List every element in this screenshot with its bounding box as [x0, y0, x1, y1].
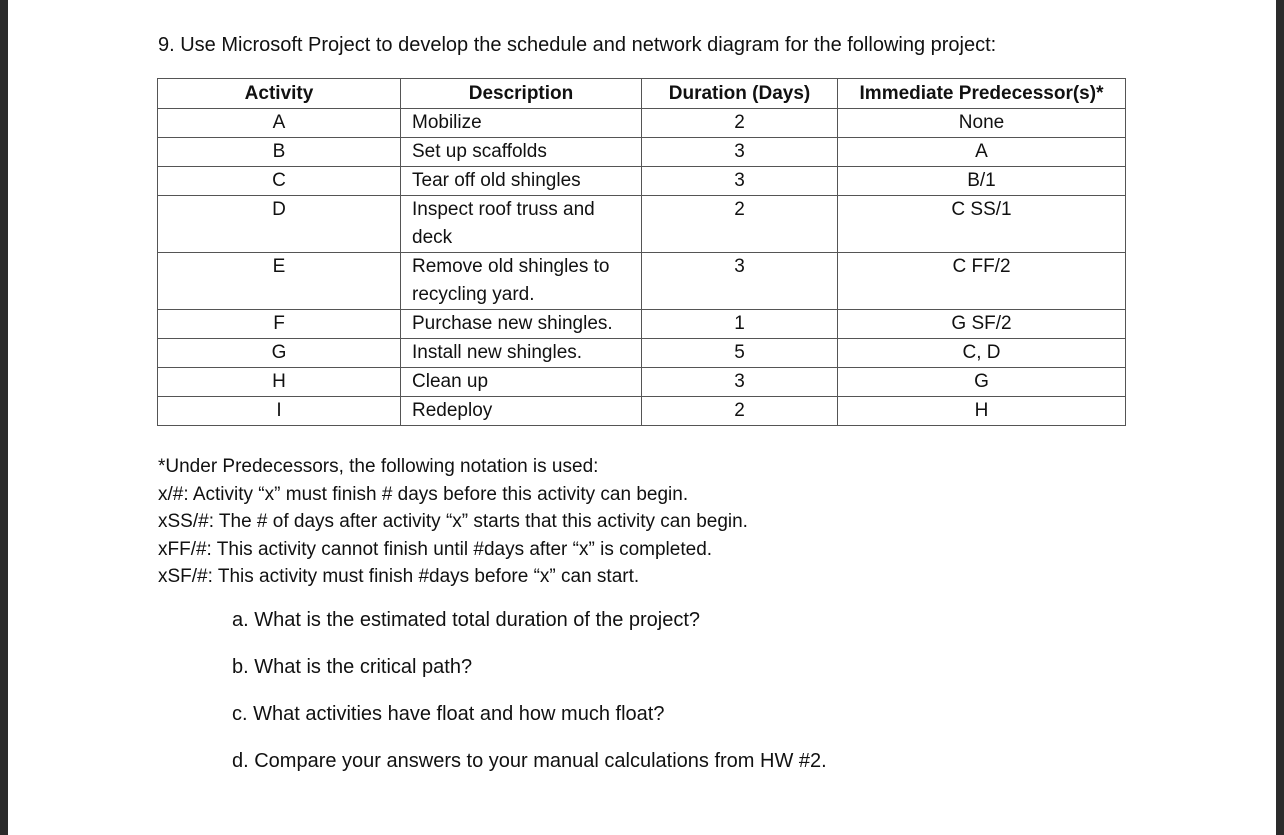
predecessor-cell: C FF/2	[838, 253, 1126, 310]
question-item: a. What is the estimated total duration of the project?	[232, 609, 701, 631]
duration-cell: 3	[642, 167, 838, 196]
note-line: xSF/#: This activity must finish #days before “x” can start.	[158, 566, 640, 587]
description-line: Remove old shingles to	[412, 256, 610, 277]
predecessor-cell: G SF/2	[838, 310, 1126, 339]
predecessor-cell: C SS/1	[838, 196, 1126, 253]
predecessor-cell: B/1	[838, 167, 1126, 196]
predecessor-cell: G	[838, 368, 1126, 397]
problem-heading: 9. Use Microsoft Project to develop the schedule and network diagram for the following project:	[158, 34, 997, 56]
description-cell	[401, 339, 642, 368]
duration-cell: 3	[642, 138, 838, 167]
description-cell	[401, 167, 642, 196]
activity-cell: E	[158, 253, 401, 310]
description-cell	[401, 310, 642, 339]
description-line: Set up scaffolds	[412, 141, 547, 162]
description-cell	[401, 109, 642, 138]
predecessor-cell: None	[838, 109, 1126, 138]
question-item: c. What activities have float and how much float?	[232, 703, 665, 725]
activity-cell: C	[158, 167, 401, 196]
description-cell	[401, 397, 642, 426]
predecessor-cell: H	[838, 397, 1126, 426]
notation-notes	[158, 453, 748, 591]
header-duration: Duration (Days)	[642, 79, 838, 109]
description-cell	[401, 253, 642, 310]
header-activity: Activity	[158, 79, 401, 109]
duration-cell: 2	[642, 196, 838, 253]
question-list	[232, 609, 827, 797]
table-row	[158, 196, 1126, 253]
table-row	[158, 253, 1126, 310]
description-line: Install new shingles.	[412, 342, 583, 363]
description-cell	[401, 368, 642, 397]
table-row	[158, 339, 1126, 368]
question-item: b. What is the critical path?	[232, 656, 473, 678]
activity-cell: F	[158, 310, 401, 339]
activity-cell: B	[158, 138, 401, 167]
description-cell	[401, 138, 642, 167]
activity-cell: H	[158, 368, 401, 397]
duration-cell: 1	[642, 310, 838, 339]
activity-cell: D	[158, 196, 401, 253]
description-line: Clean up	[412, 371, 489, 392]
activity-cell: I	[158, 397, 401, 426]
description-line: Purchase new shingles.	[412, 313, 613, 334]
activity-cell: A	[158, 109, 401, 138]
description-line: Redeploy	[412, 400, 493, 421]
duration-cell: 3	[642, 253, 838, 310]
duration-cell: 2	[642, 109, 838, 138]
table-row	[158, 368, 1126, 397]
note-line: xFF/#: This activity cannot finish until #days after “x” is completed.	[158, 538, 713, 560]
note-line: *Under Predecessors, the following notation is used:	[158, 456, 599, 477]
duration-cell: 5	[642, 339, 838, 368]
description-cell	[401, 196, 642, 253]
description-line: Inspect roof truss and	[412, 199, 595, 220]
duration-cell: 2	[642, 397, 838, 426]
description-line: recycling yard.	[412, 284, 535, 305]
description-line: Tear off old shingles	[412, 170, 581, 191]
activity-cell: G	[158, 339, 401, 368]
header-predecessors: Immediate Predecessor(s)*	[838, 79, 1126, 109]
predecessor-cell: C, D	[838, 339, 1126, 368]
table-row	[158, 109, 1126, 138]
table-header-row	[158, 79, 1126, 109]
description-line: Mobilize	[412, 112, 482, 133]
note-line: x/#: Activity “x” must finish # days before this activity can begin.	[158, 483, 689, 505]
predecessor-cell: A	[838, 138, 1126, 167]
table-row	[158, 310, 1126, 339]
header-description: Description	[401, 79, 642, 109]
table-row	[158, 138, 1126, 167]
activity-table	[157, 78, 1126, 426]
description-line: deck	[412, 227, 453, 248]
question-item: d. Compare your answers to your manual calculations from HW #2.	[232, 750, 827, 772]
document-page	[8, 0, 1276, 835]
duration-cell: 3	[642, 368, 838, 397]
note-line: xSS/#: The # of days after activity “x” starts that this activity can begin.	[158, 511, 748, 532]
table-row	[158, 397, 1126, 426]
table-row	[158, 167, 1126, 196]
